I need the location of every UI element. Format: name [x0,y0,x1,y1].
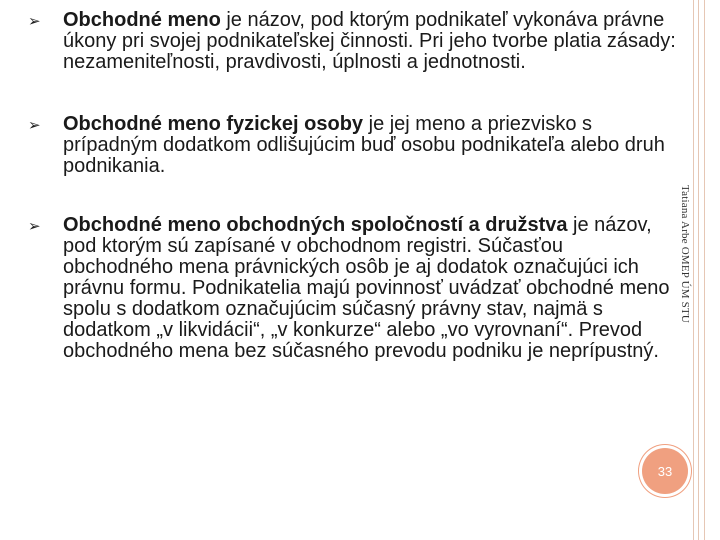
arrow-bullet-icon: ➢ [28,117,41,134]
arrow-bullet-icon: ➢ [28,218,41,235]
bullet-text: je názov, pod ktorým sú zapísané v obchodnom registri. Súčasťou obchodného mena právnických osôb je aj dodatok označujúci ich právnu formu. Podnikatelia majú povinnosť uvádzať obchodné meno spolu s dodatkom označujúcim súčasný právny stav, najmä s dodatkom „v likvidácii“, „v konkurze“ alebo „vo vyrovnaní“. Prevod obchodného mena bez súčasného prevodu podniku je neprípustný. [63,214,670,362]
side-author-label: Tatiana Arbe OMEP ÚM STU [679,185,691,324]
frame-line [698,0,699,540]
bullet-text: je jej meno a priezvisko s prípadným dodatkom odlišujúcim buď osobu podnikateľa alebo druh podnikania. [63,113,665,177]
bullet-list [28,10,678,362]
bullet-item [28,215,678,362]
bullet-term: Obchodné meno fyzickej osoby [63,113,364,135]
bullet-term: Obchodné meno [63,9,221,31]
arrow-bullet-icon: ➢ [28,13,41,30]
bullet-term: Obchodné meno obchodných spoločností a družstva [63,214,568,236]
bullet-item [28,10,678,73]
bullet-text: je názov, pod ktorým podnikateľ vykonáva právne úkony pri svojej podnikateľskej činnosti. Pri jeho tvorbe platia zásady: nezameniteľnosti, pravdivosti, úplnosti a jednotnosti. [63,9,676,73]
frame-line [693,0,694,540]
bullet-item [28,114,678,177]
frame-line [704,0,705,540]
page-number-badge: 33 [642,448,688,494]
